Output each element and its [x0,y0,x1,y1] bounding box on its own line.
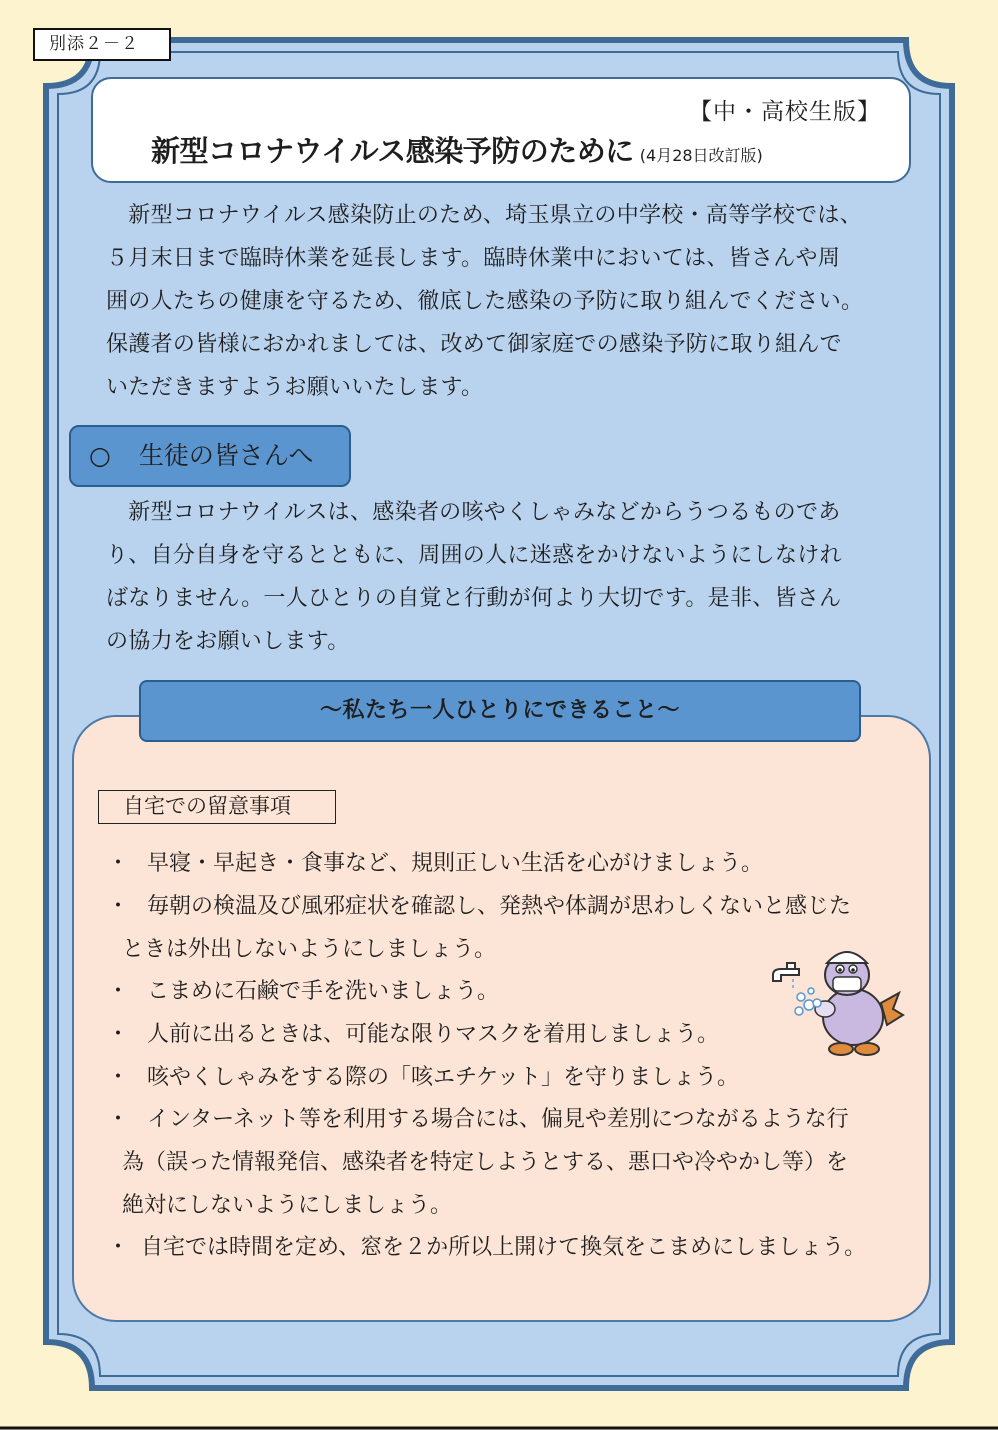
bullet: ・ [107,1107,130,1132]
bullet: ・ [107,1065,130,1090]
intro-line: ５月末日まで臨時休業を延長します。臨時休業中においては、皆さんや周 [106,246,841,271]
attachment-label: 別添２－２ [33,28,171,61]
students-section-heading [69,425,351,487]
list-item-text: 咳やくしゃみをする際の「咳エチケット」を守りましょう。 [147,1065,740,1090]
bullet: ・ [107,1022,130,1047]
bullet: ・ [107,979,130,1004]
students-line: り、自分自身を守るとともに、周囲の人に迷惑をかけないようにしなけれ [106,543,842,568]
students-paragraph [106,491,906,663]
list-item-text: 人前に出るときは、可能な限りマスクを着用しましょう。 [147,1022,720,1047]
title-text: 新型コロナウイルス感染予防のために [151,134,634,168]
list-item-text: 早寝・早起き・食事など、規則正しい生活を心がけましょう。 [147,851,764,876]
bullet: ・ [107,1235,130,1260]
section-heading-text: 生徒の皆さんへ [138,441,314,470]
list-item-text: 毎朝の検温及び風邪症状を確認し、発熱や体調が思わしくないと感じた [147,894,852,919]
list-item-continuation: 絶対にしないようにしましょう。 [122,1193,453,1218]
mascot-handwashing-illustration [765,945,905,1065]
students-line: ばなりません。一人ひとりの自覚と行動が何より大切です。是非、皆さん [106,586,842,611]
circle-marker: ○ [89,441,111,470]
bullet: ・ [107,851,130,876]
actions-banner: ～私たち一人ひとりにできること～ [139,680,861,742]
list-item-text: インターネット等を利用する場合には、偏見や差別につながるような行 [147,1107,849,1132]
list-item-text: こまめに石鹸で手を洗いましょう。 [147,979,500,1004]
page-title [151,129,763,170]
edition-label: 【中・高校生版】 [689,99,881,125]
intro-paragraph [106,194,906,409]
list-item-continuation: 為（誤った情報発信、感染者を特定しようとする、悪口や冷やかし等）を [122,1150,849,1175]
intro-line: 新型コロナウイルス感染防止のため、埼玉県立の中学校・高等学校では、 [106,203,863,228]
intro-line: 保護者の皆様におかれましては、改めて御家庭での感染予防に取り組んで [106,332,842,357]
home-notes-label: 自宅での留意事項 [98,790,336,824]
title-box [91,77,911,183]
intro-line: いただきますようお願いいたします。 [106,375,484,400]
students-line: の協力をお願いします。 [106,629,350,654]
bullet: ・ [107,894,130,919]
list-item-text: 自宅では時間を定め、窓を２か所以上開けて換気をこまめにしましょう。 [141,1235,867,1260]
list-item-continuation: ときは外出しないようにしましょう。 [122,937,497,962]
intro-line: 囲の人たちの健康を守るため、徹底した感染の予防に取り組んでください。 [106,289,864,314]
revision-date: (4月28日改訂版) [639,146,763,165]
students-line: 新型コロナウイルスは、感染者の咳やくしゃみなどからうつるものであ [106,500,841,525]
